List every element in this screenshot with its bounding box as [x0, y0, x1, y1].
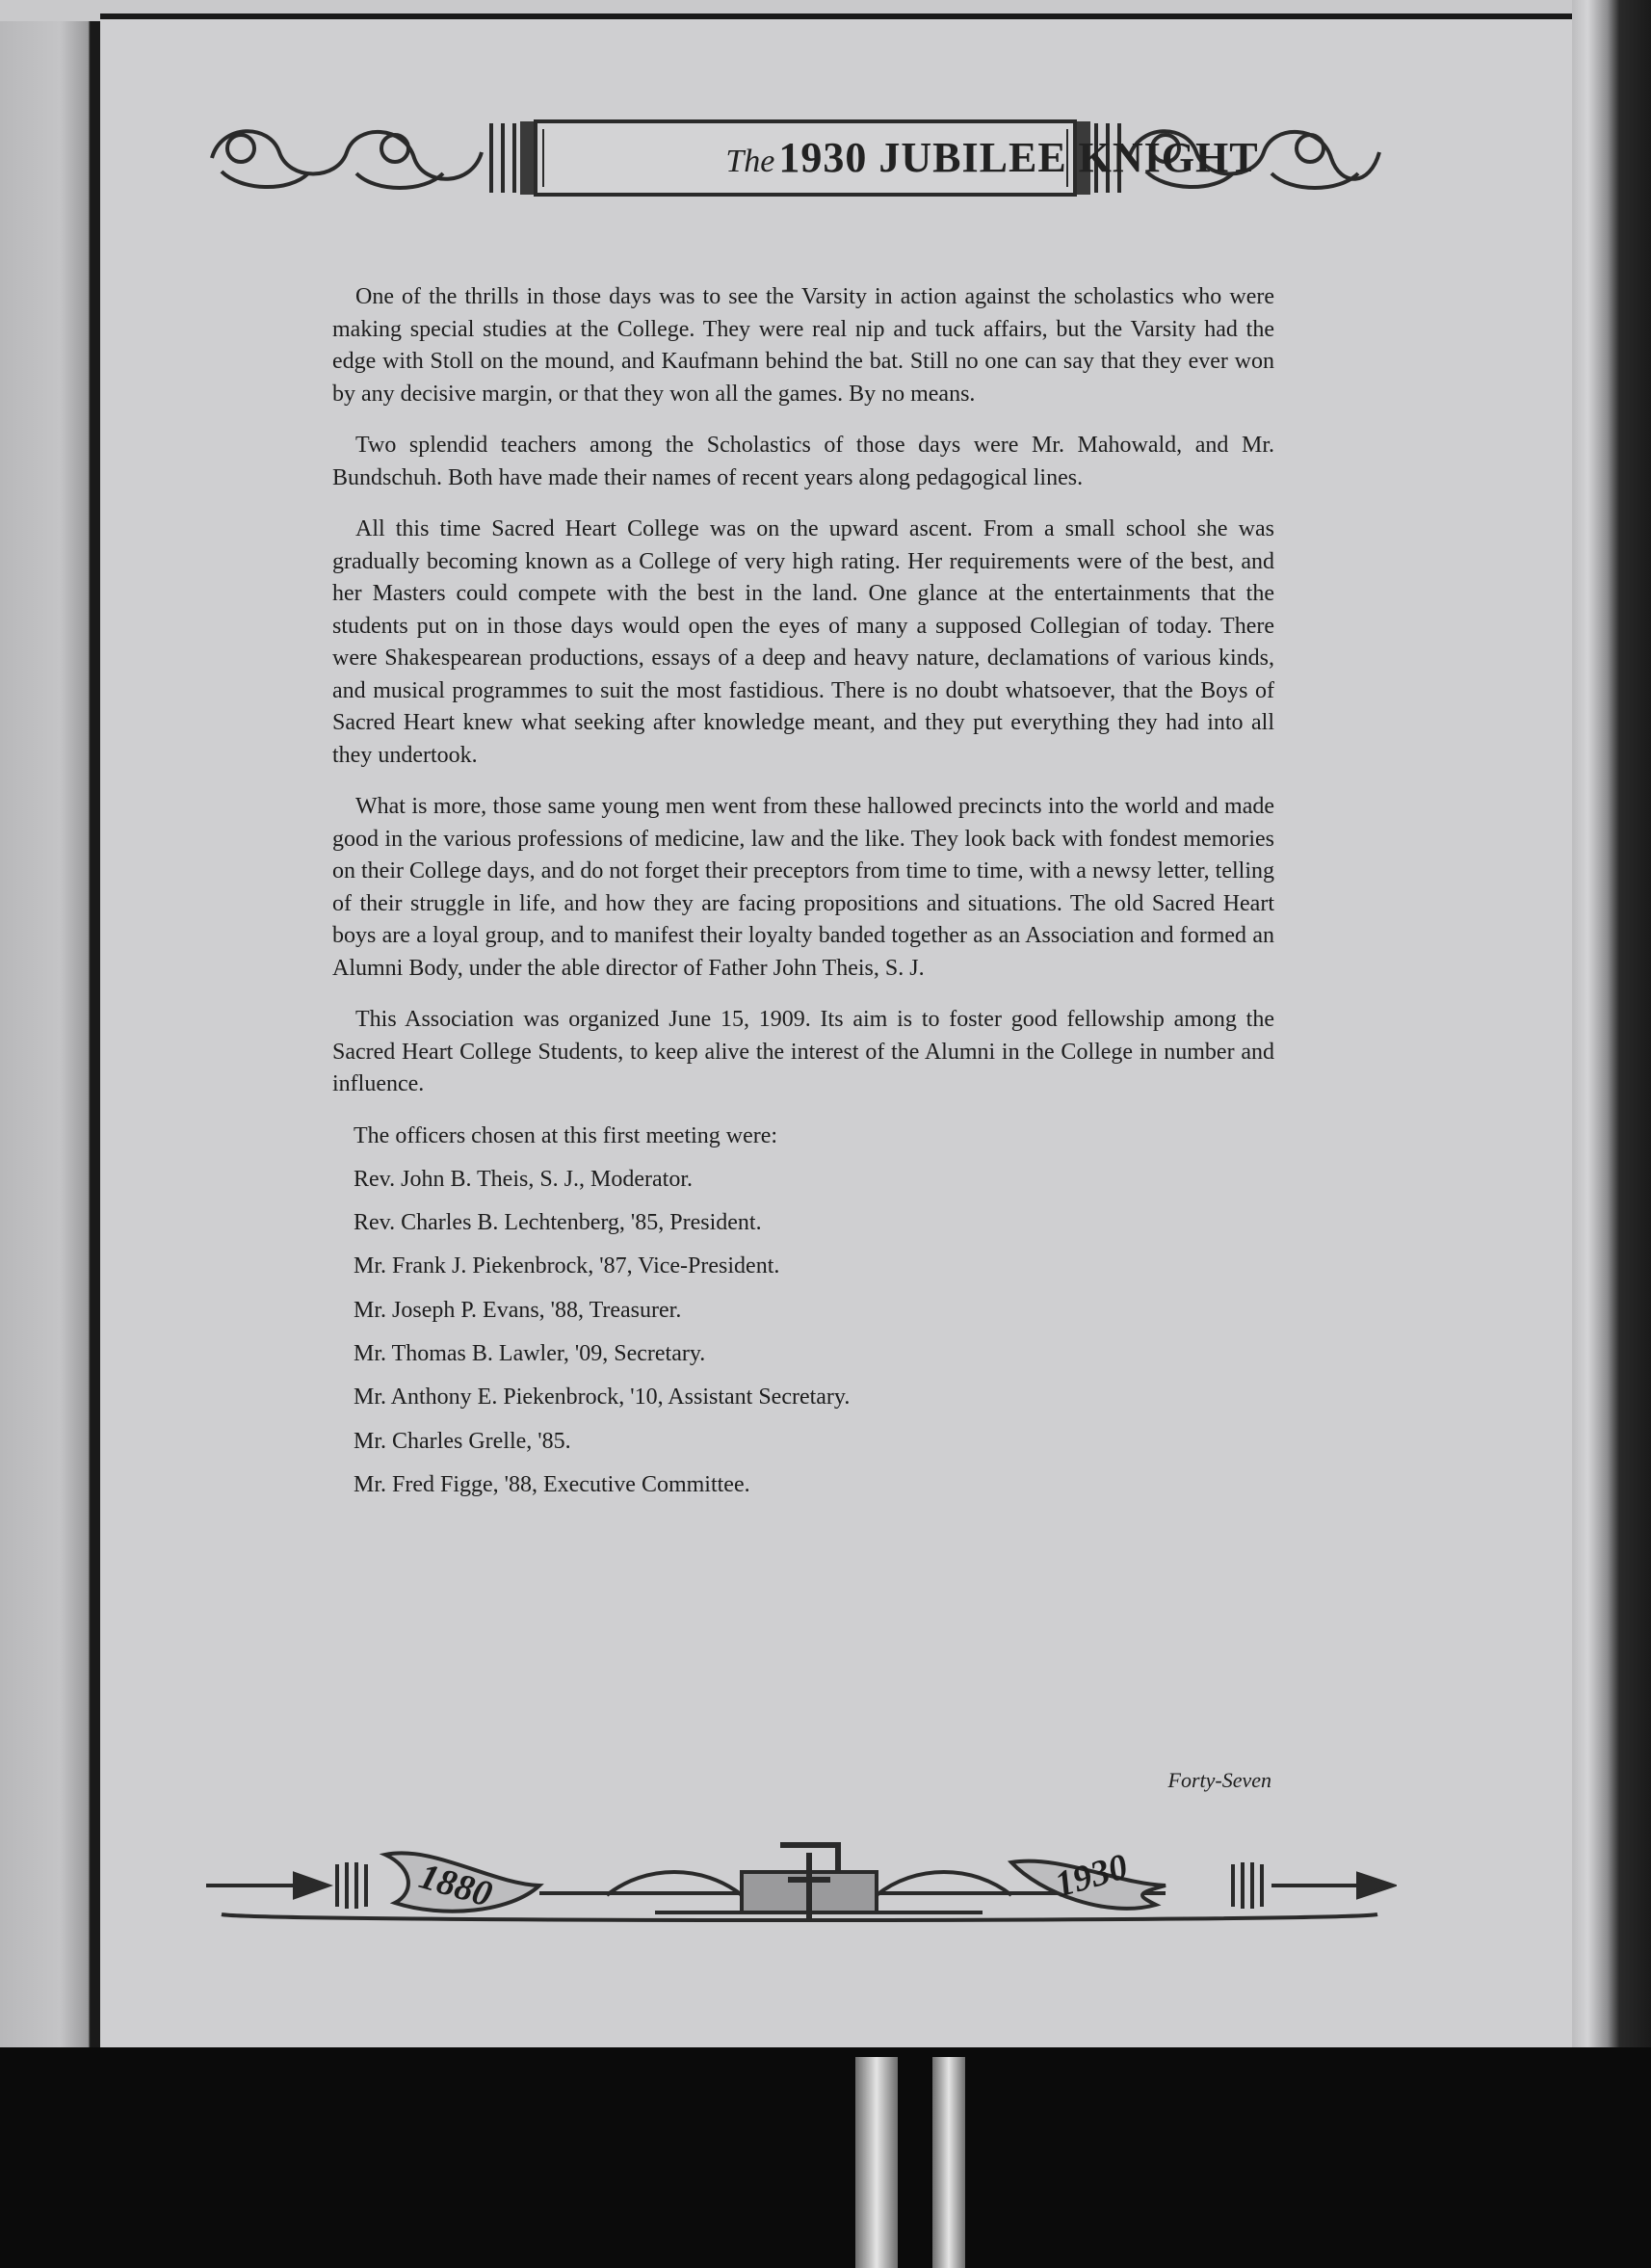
- paragraph: One of the thrills in those days was to see the Varsity in action against the scholastics who were making special studies at the College. They were real nip and tuck affairs, but the Varsity had the edge with Stoll on the mound, and Kaufmann behind the bat. Still no one can say that they ever won by any decisive margin, or that they won all the games. By no means.: [332, 284, 1274, 407]
- officer-entry: Mr. Fred Figge, '88, Executive Committee.: [354, 1471, 750, 1497]
- officers-list: [332, 1121, 1274, 1502]
- paragraph: What is more, those same young men went from these hallowed precincts into the world and made good in the various professions of medicine, law and the like. They look back with fondest memories on their College days, and do not forget their preceptors from time to time, with a newsy letter, telling of their struggle in life, and how they are facing propositions and situations. The old Sacred Heart boys are a loyal group, and to manifest their loyalty banded together as an Association and formed an Alumni Body, under the able director of Father John Theis, S. J.: [332, 794, 1274, 981]
- officer-entry: Mr. Thomas B. Lawler, '09, Secretary.: [354, 1340, 706, 1366]
- footer-banner: [202, 1826, 1397, 1932]
- officer-entry: Mr. Charles Grelle, '85.: [354, 1428, 571, 1454]
- title-main: 1930 JUBILEE KNIGHT: [778, 134, 1259, 181]
- scanner-bed: [0, 2047, 1651, 2268]
- title-prefix: The: [725, 144, 775, 179]
- book-page-edges-right: [1572, 0, 1651, 2047]
- scanner-light-bar-left: [855, 2057, 898, 2268]
- footer-ornament-icon: [202, 1826, 1397, 1932]
- article-body: [332, 281, 1274, 1513]
- paragraph: This Association was organized June 15, 1909. Its aim is to foster good fellowship among the Sacred Heart College Students, to keep alive the interest of the Alumni in the College in number and influence.: [332, 1007, 1274, 1096]
- book-spine-left: [0, 21, 100, 2047]
- header-banner: [202, 114, 1389, 202]
- footer-year-right: 1930: [1050, 1846, 1133, 1906]
- officer-entry: Rev. John B. Theis, S. J., Moderator.: [354, 1166, 693, 1192]
- officers-intro: The officers chosen at this first meeting were:: [354, 1122, 778, 1148]
- scanner-light-bar-right: [932, 2057, 965, 2268]
- officer-entry: Rev. Charles B. Lechtenberg, '85, President.: [354, 1210, 762, 1236]
- officer-entry: Mr. Frank J. Piekenbrock, '87, Vice-President.: [354, 1253, 780, 1279]
- page-title: [722, 133, 1262, 183]
- paragraph: Two splendid teachers among the Scholastics of those days were Mr. Mahowald, and Mr. Bundschuh. Both have made their names of recent years along pedagogical lines.: [332, 433, 1274, 490]
- officer-entry: Mr. Joseph P. Evans, '88, Treasurer.: [354, 1297, 682, 1323]
- footer-year-left: 1880: [414, 1856, 497, 1915]
- paragraph: All this time Sacred Heart College was on the upward ascent. From a small school she was gradually becoming known as a College of very high rating. Her requirements were of the best, and her Masters could compete with the best in the land. One glance at the entertainments that the students put on in those days would open the eyes of many a supposed Collegian of today. There were Shakespearean productions, essays of a deep and heavy nature, declamations of various kinds, and musical programmes to suit the most fastidious. There is no doubt whatsoever, that the Boys of Sacred Heart knew what seeking after knowledge meant, and they put everything they had into all they undertook.: [332, 516, 1274, 768]
- officer-entry: Mr. Anthony E. Piekenbrock, '10, Assistant Secretary.: [354, 1385, 851, 1411]
- page-number: Forty-Seven: [1167, 1768, 1271, 1792]
